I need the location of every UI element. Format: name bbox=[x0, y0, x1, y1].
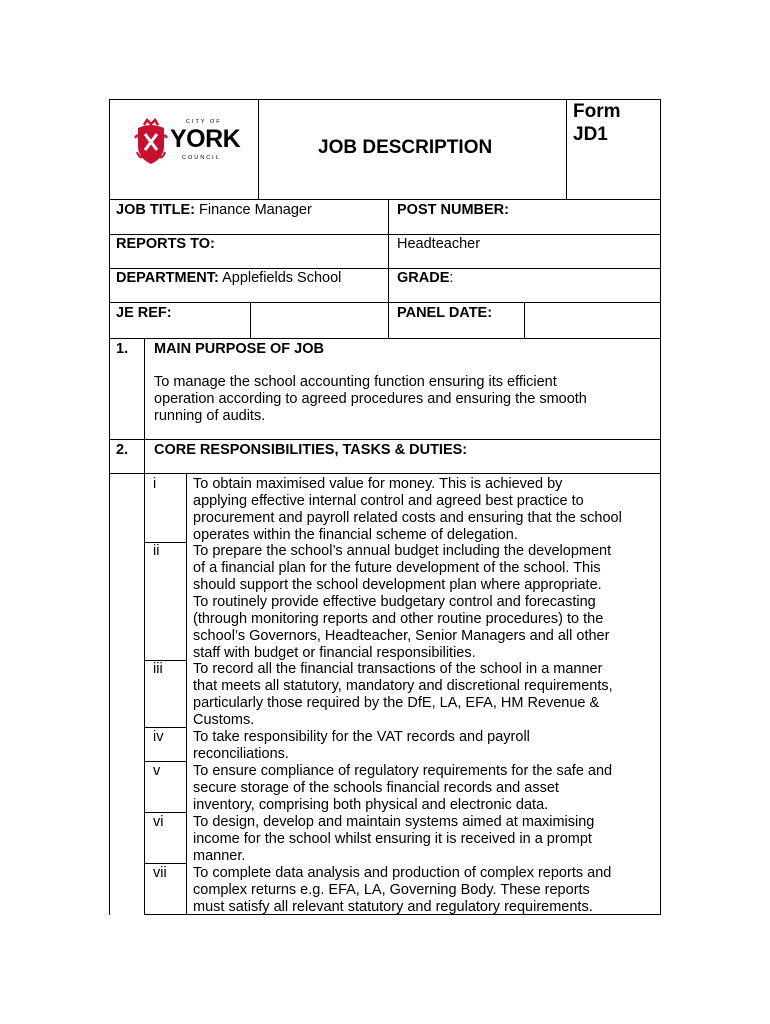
form-code: JD1 bbox=[573, 124, 608, 145]
duty-line: must satisfy all relevant statutory and regulatory requirements. bbox=[193, 899, 593, 915]
duty-description bbox=[193, 729, 661, 763]
department-label: DEPARTMENT: bbox=[116, 270, 219, 286]
duty-line: of a financial plan for the future development of the school. This bbox=[193, 560, 601, 576]
grade-label: GRADE bbox=[397, 270, 450, 286]
main-purpose-line: To manage the school accounting function ensuring its efficient bbox=[154, 374, 557, 390]
duty-line: To routinely provide effective budgetary control and forecasting bbox=[193, 594, 596, 610]
page-title: JOB DESCRIPTION bbox=[318, 137, 493, 158]
job-title-field bbox=[116, 202, 312, 219]
coat-of-arms-icon bbox=[134, 118, 168, 168]
logo-council: COUNCIL bbox=[182, 155, 221, 161]
duty-description bbox=[193, 543, 661, 662]
duty-line: staff with budget or financial responsibilities. bbox=[193, 645, 476, 661]
duty-line: school’s Governors, Headteacher, Senior Managers and all other bbox=[193, 628, 610, 644]
duty-line: inventory, comprising both physical and electronic data. bbox=[193, 797, 549, 813]
duty-line: should support the school development plan where appropriate. bbox=[193, 577, 602, 593]
duty-number: iv bbox=[153, 729, 164, 745]
duty-line: Customs. bbox=[193, 712, 255, 728]
job-title-value: Finance Manager bbox=[198, 202, 312, 218]
grade-colon: : bbox=[449, 270, 454, 286]
logo-city-of: CITY OF bbox=[186, 119, 222, 125]
duty-line: complex returns e.g. EFA, LA, Governing Body. These reports bbox=[193, 882, 590, 898]
section-2-number: 2. bbox=[116, 442, 129, 458]
grade-field bbox=[397, 270, 453, 287]
duty-description bbox=[193, 865, 661, 916]
duty-description bbox=[193, 476, 661, 544]
duty-number: vii bbox=[153, 865, 167, 881]
section-1-number: 1. bbox=[116, 341, 129, 357]
duty-line: To design, develop and maintain systems aimed at maximising bbox=[193, 814, 595, 830]
duty-description bbox=[193, 814, 661, 865]
post-number-label: POST NUMBER: bbox=[397, 202, 509, 218]
duty-line: procurement and payroll related costs and ensuring that the school bbox=[193, 510, 622, 526]
duty-line: applying effective internal control and agreed best practice to bbox=[193, 493, 584, 509]
section-1-heading: MAIN PURPOSE OF JOB bbox=[154, 341, 324, 357]
duty-line: operates within the financial scheme of delegation. bbox=[193, 527, 518, 543]
duty-line: reconciliations. bbox=[193, 746, 289, 762]
duty-line: To obtain maximised value for money. This is achieved by bbox=[193, 476, 563, 492]
duty-number: iii bbox=[153, 661, 163, 677]
duty-description bbox=[193, 661, 661, 729]
duty-line: manner. bbox=[193, 848, 246, 864]
duty-line: secure storage of the schools financial records and asset bbox=[193, 780, 559, 796]
duty-line: To record all the financial transactions of the school in a manner bbox=[193, 661, 603, 677]
duty-number: ii bbox=[153, 543, 160, 559]
duty-number: v bbox=[153, 763, 161, 779]
duty-line: To complete data analysis and production of complex reports and bbox=[193, 865, 612, 881]
main-purpose-line: operation according to agreed procedures and ensuring the smooth bbox=[154, 391, 587, 407]
duty-line: To prepare the school’s annual budget including the development bbox=[193, 543, 612, 559]
panel-date-label: PANEL DATE: bbox=[397, 305, 493, 321]
section-2-heading: CORE RESPONSIBILITIES, TASKS & DUTIES: bbox=[154, 442, 468, 458]
duty-line: income for the school whilst ensuring it is received in a prompt bbox=[193, 831, 592, 847]
logo-york: YORK bbox=[170, 125, 241, 153]
duty-number: vi bbox=[153, 814, 164, 830]
duty-line: To take responsibility for the VAT records and payroll bbox=[193, 729, 530, 745]
duty-number: i bbox=[153, 476, 157, 492]
main-purpose-text bbox=[154, 374, 644, 425]
york-council-logo bbox=[134, 115, 244, 171]
duty-line: that meets all statutory, mandatory and discretional requirements, bbox=[193, 678, 613, 694]
department-field bbox=[116, 270, 341, 287]
duty-line: (through monitoring reports and other routine procedures) to the bbox=[193, 611, 604, 627]
je-ref-label: JE REF: bbox=[116, 305, 172, 321]
main-purpose-line: running of audits. bbox=[154, 408, 266, 424]
duty-line: To ensure compliance of regulatory requirements for the safe and bbox=[193, 763, 613, 779]
department-value: Applefields School bbox=[222, 270, 342, 286]
reports-to-value: Headteacher bbox=[397, 236, 481, 252]
reports-to-label: REPORTS TO: bbox=[116, 236, 215, 252]
duty-line: particularly those required by the DfE, LA, EFA, HM Revenue & bbox=[193, 695, 600, 711]
duty-description bbox=[193, 763, 661, 814]
job-title-label: JOB TITLE: bbox=[116, 202, 195, 218]
form-label: Form bbox=[573, 101, 621, 122]
